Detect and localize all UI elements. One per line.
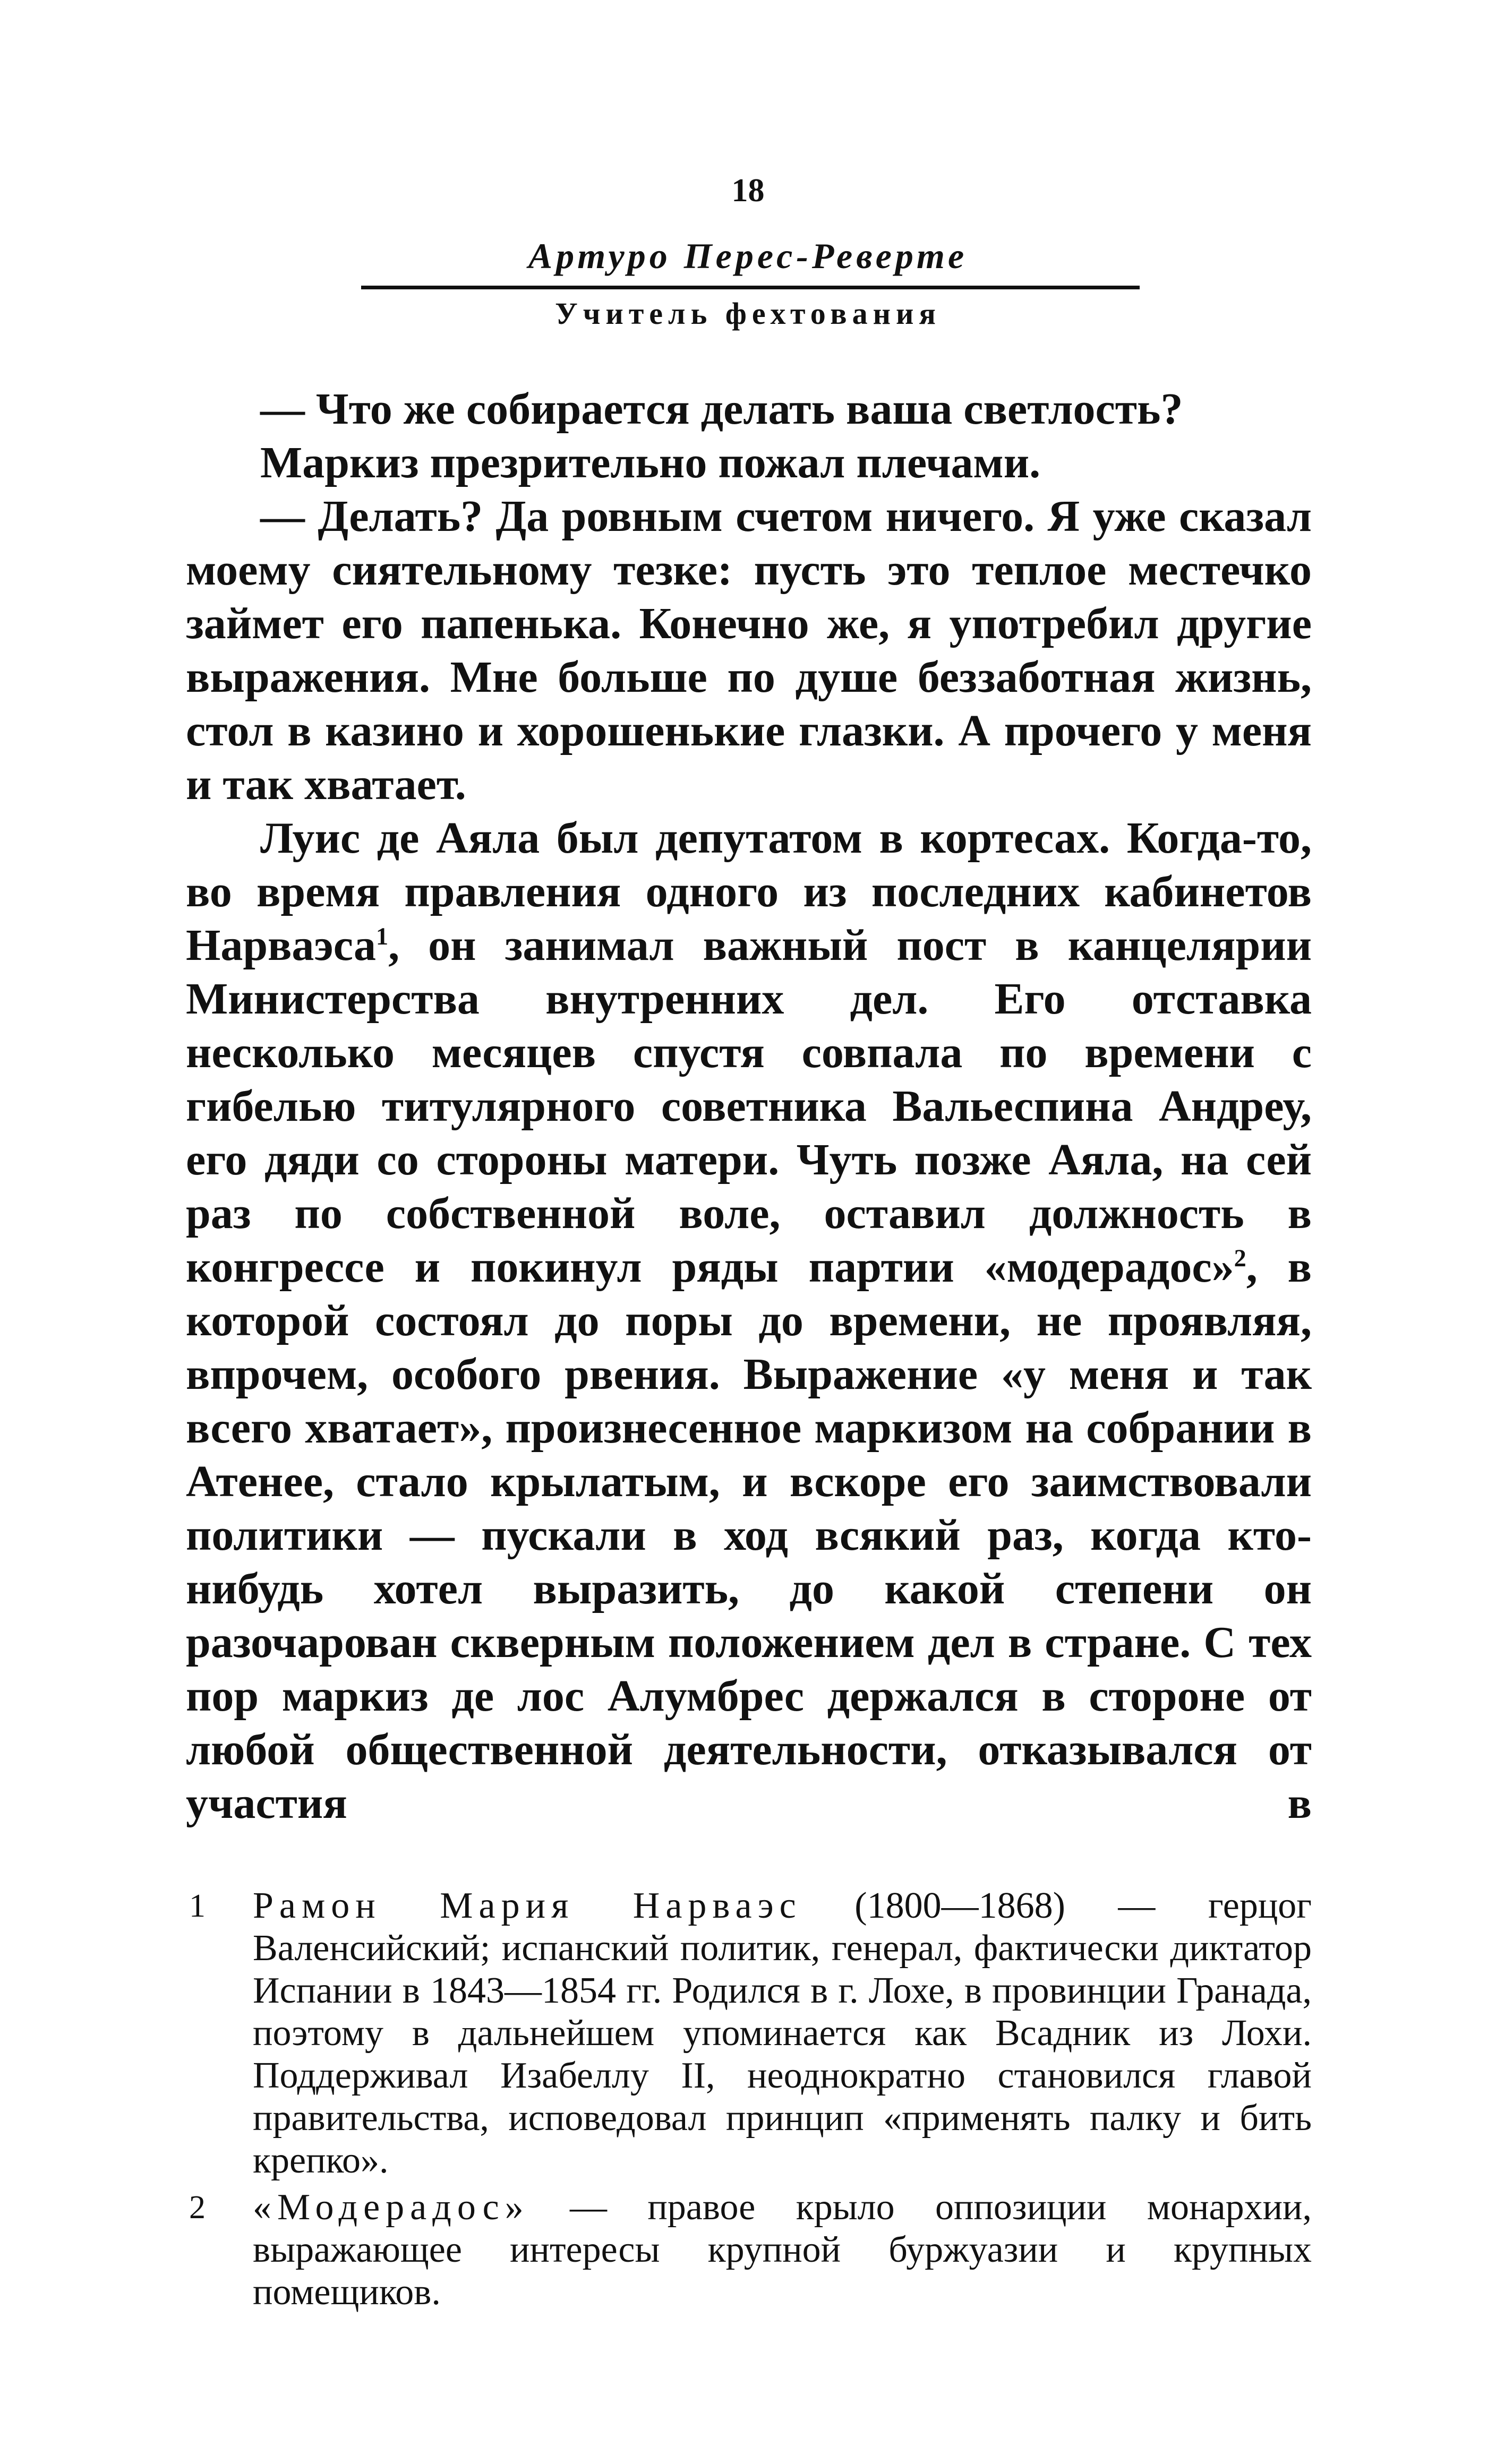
- footnote-term: Рамон Мария Нарваэс: [253, 1885, 802, 1926]
- page-number: 18: [731, 173, 765, 209]
- footnote-body: (1800—1868) — герцог Валенсийский; испанский политик, генерал, фактически диктатор Испании в 1843—1854 гг. Родился в г. Лохе, в провинции Гранада, поэтому в дальнейшем упоминается как Всадник из Лохи. Поддерживал Изабеллу II, неоднократно становился главой правительства, исповедовал принцип «применять палку и бить крепко».: [253, 1885, 1312, 2181]
- running-header-author: Артуро Перес-Реверте: [528, 236, 968, 276]
- header-rule: [361, 286, 1140, 289]
- footnote-number: 1: [189, 1888, 206, 1924]
- running-header-title: Учитель фехтования: [555, 296, 941, 331]
- paragraph: Маркиз презрительно пожал плечами.: [260, 438, 1041, 487]
- footnote: [186, 2186, 1312, 2314]
- footnote-ref[interactable]: 2: [1234, 1244, 1246, 1272]
- footnote-number: 2: [189, 2190, 206, 2226]
- footnote: [186, 1885, 1312, 2182]
- footnote-ref[interactable]: 1: [376, 923, 389, 950]
- footnotes: [186, 1885, 1312, 2318]
- footnote-text: [253, 2186, 1312, 2314]
- paragraph-text: , он занимал важный пост в канцелярии Министерства внутренних дел. Его отставка несколько месяцев спустя совпала по времени с гибелью титулярного советника Вальеспина Андреу, его дяди со стороны матери. Чуть позже Аяла, на сей раз по собственной воле, оставил должность в конгрессе и покинул ряды партии «модерадос»: [186, 921, 1312, 1292]
- paragraph: [186, 811, 1312, 1830]
- footnote-text: [253, 1885, 1312, 2182]
- paragraph-text: Луис де Аяла был депутатом в кортесах. Когда-то, во время правления одного из последних кабинетов Нарваэса: [186, 813, 1312, 970]
- footnote-body: — правое крыло оппозиции монархии, выражающее интересы крупной буржуазии и крупных помещиков.: [253, 2187, 1312, 2313]
- paragraph: — Что же собирается делать ваша светлость?: [260, 384, 1183, 434]
- footnote-term: «Модерадос»: [253, 2187, 529, 2228]
- paragraph-text: , в которой состоял до поры до времени, не проявляя, впрочем, особого рвения. Выражение «у меня и так всего хватает», произнесенное маркизом на собрании в Атенее, стало крылатым, и вскоре его заимствовали политики — пускали в ход всякий раз, когда кто-нибудь хотел выразить, до какой степени он разочарован скверным положением дел в стране. С тех пор маркиз де лос Алумбрес держался в стороне от любой общественной деятельности, отказывался от участия в: [186, 1242, 1312, 1828]
- paragraph: — Делать? Да ровным счетом ничего. Я уже сказал моему сиятельному тезке: пусть это теплое местечко займет его папенька. Конечно же, я употребил другие выражения. Мне больше по душе беззаботная жизнь, стол в казино и хорошенькие глазки. А прочего у меня и так хватает.: [186, 492, 1312, 809]
- body-text: [186, 382, 1312, 1830]
